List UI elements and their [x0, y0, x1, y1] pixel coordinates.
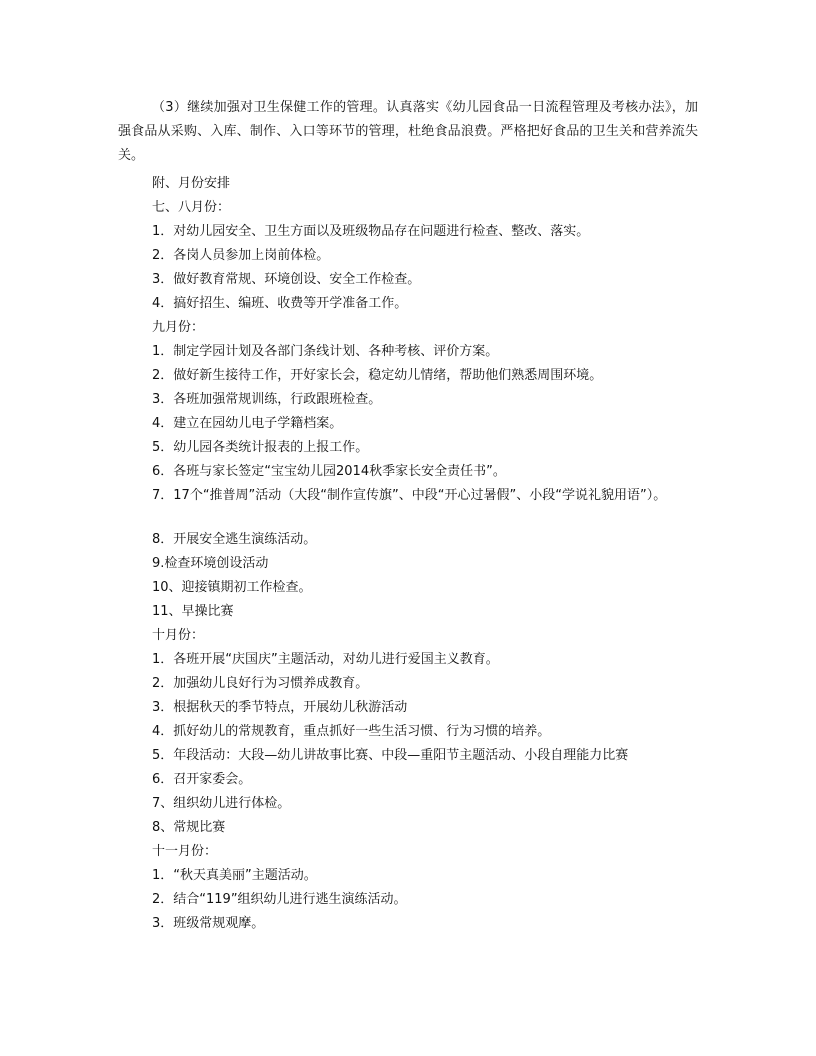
- list-item: 4．搞好招生、编班、收费等开学准备工作。: [152, 296, 408, 311]
- appendix-title: 附、月份安排: [152, 176, 231, 191]
- list-item: 1．“秋天真美丽”主题活动。: [152, 868, 317, 883]
- list-item: 3．根据秋天的季节特点，开展幼儿秋游活动: [152, 700, 408, 715]
- intro-paragraph: （3）继续加强对卫生保健工作的管理。认真落实《幼儿园食品一日流程管理及考核办法》，加强食品从采购、入库、制作、入口等环节的管理，杜绝食品浪费。严格把好食品的卫生关和营养流失关。: [118, 100, 698, 163]
- september-heading: 九月份：: [152, 320, 205, 335]
- august-heading: 七、八月份：: [152, 200, 231, 215]
- list-item: 3．做好教育常规、环境创设、安全工作检查。: [152, 272, 421, 287]
- list-item: 2．结合“119”组织幼儿进行逃生演练活动。: [152, 892, 407, 907]
- list-item: 5．年段活动：大段—幼儿讲故事比赛、中段—重阳节主题活动、小段自理能力比赛: [152, 748, 629, 763]
- list-item: 7．17个“推普周”活动（大段“制作宣传旗”、中段“开心过暑假”、小段“学说礼貌用语”）。: [152, 488, 667, 503]
- list-item: 1．制定学园计划及各部门条线计划、各种考核、评价方案。: [152, 344, 499, 359]
- list-item: 8、常规比赛: [152, 820, 226, 835]
- list-item: 10、迎接镇期初工作检查。: [152, 580, 312, 595]
- list-item: 3．各班加强常规训练，行政跟班检查。: [152, 392, 382, 407]
- list-item: 4．抓好幼儿的常规教育，重点抓好一些生活习惯、行为习惯的培养。: [152, 724, 551, 739]
- list-item: 2．加强幼儿良好行为习惯养成教育。: [152, 676, 369, 691]
- november-heading: 十一月份：: [152, 844, 218, 859]
- list-item: 3．班级常规观摩。: [152, 916, 265, 931]
- list-item: 1．各班开展“庆国庆”主题活动，对幼儿进行爱国主义教育。: [152, 652, 499, 667]
- list-item: 6．各班与家长签定“宝宝幼儿园2014秋季家长安全责任书”。: [152, 464, 506, 479]
- list-item: 4．建立在园幼儿电子学籍档案。: [152, 416, 343, 431]
- october-heading: 十月份：: [152, 628, 205, 643]
- list-item: 5．幼儿园各类统计报表的上报工作。: [152, 440, 369, 455]
- list-item: 1．对幼儿园安全、卫生方面以及班级物品存在问题进行检查、整改、落实。: [152, 224, 590, 239]
- list-item: 11、早操比赛: [152, 604, 234, 619]
- list-item: 6．召开家委会。: [152, 772, 252, 787]
- list-item: 8．开展安全逃生演练活动。: [152, 532, 317, 547]
- list-item: 9.检查环境创设活动: [152, 556, 269, 571]
- list-item: 2．做好新生接待工作，开好家长会，稳定幼儿情绪，帮助他们熟悉周围环境。: [152, 368, 603, 383]
- list-item: 2．各岗人员参加上岗前体检。: [152, 248, 330, 263]
- list-item: 7、组织幼儿进行体检。: [152, 796, 291, 811]
